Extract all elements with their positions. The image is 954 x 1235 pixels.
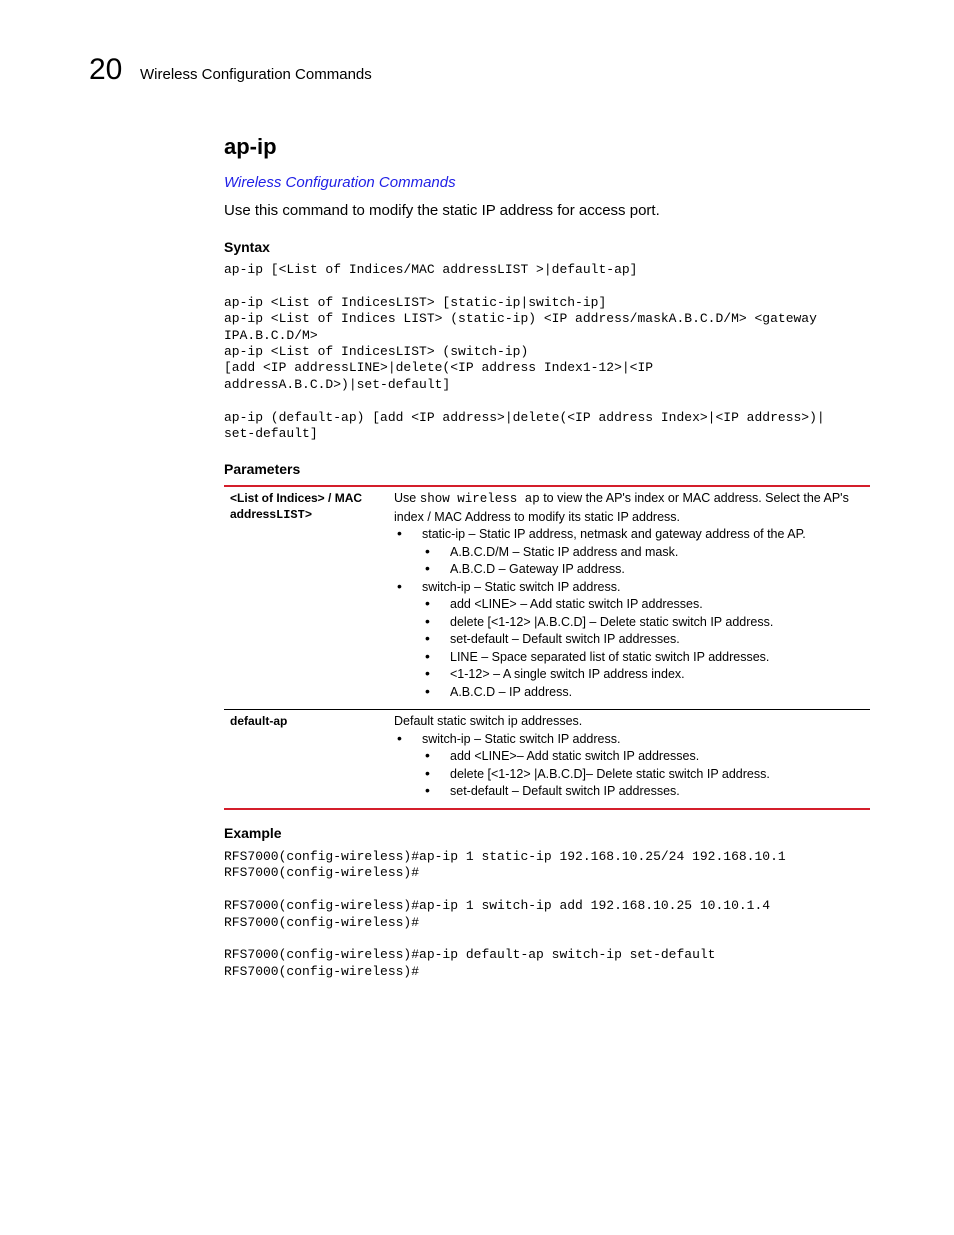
list-item: • set-default – Default switch IP addresses. [394, 631, 870, 649]
parameters-heading: Parameters [224, 461, 301, 477]
list-item: • switch-ip – Static switch IP address. [394, 731, 870, 749]
syntax-code: ap-ip [<List of Indices/MAC addressLIST >|default-ap] ap-ip <List of IndicesLIST> [static-ip|switch-ip] ap-ip <List of Indices LIST> (static-ip) <IP address/maskA.B.C.D/M> <gateway IPA.B.C.D/M> ap-ip <List of IndicesLIST> (switch-ip) [add <IP addressLINE>|delete(<IP address Index1-12>|<IP addressA.B.C.D>)|set-default] ap-ip (default-ap) [add <IP address>|delete(<IP address Index>|<IP address>)| set-default] [224, 262, 825, 442]
list-item: • A.B.C.D – Gateway IP address. [394, 561, 870, 579]
param-name: default-ap [224, 710, 394, 809]
list-item: • delete [<1-12> |A.B.C.D] – Delete static switch IP address. [394, 614, 870, 632]
chapter-number: 20 [89, 53, 123, 86]
bullet-list [394, 731, 870, 801]
table-row [224, 486, 870, 710]
chapter-link[interactable]: Wireless Configuration Commands [224, 174, 456, 191]
list-item: • A.B.C.D – IP address. [394, 684, 870, 702]
bullet-list [394, 526, 870, 701]
list-item: • A.B.C.D/M – Static IP address and mask. [394, 544, 870, 562]
list-item: • set-default – Default switch IP addresses. [394, 783, 870, 801]
list-item: • <1-12> – A single switch IP address index. [394, 666, 870, 684]
list-item: • delete [<1-12> |A.B.C.D]– Delete static switch IP address. [394, 766, 870, 784]
list-item: • switch-ip – Static switch IP address. [394, 579, 870, 597]
param-description-text: Default static switch ip addresses. [394, 714, 583, 728]
intro-text: Use this command to modify the static IP address for access port. [224, 202, 660, 219]
inline-command: show wireless ap [419, 492, 540, 506]
example-code: RFS7000(config-wireless)#ap-ip 1 static-ip 192.168.10.25/24 192.168.10.1 RFS7000(config-wireless)# RFS7000(config-wireless)#ap-ip 1 switch-ip add 192.168.10.25 10.10.1.4 RFS7000(config-wireless)# RFS7000(config-wireless)#ap-ip default-ap switch-ip set-default RFS7000(config-wireless)# [224, 849, 786, 979]
param-description [394, 486, 870, 710]
page-title: ap-ip [224, 134, 277, 159]
syntax-heading: Syntax [224, 239, 270, 255]
param-name: <List of Indices> / MAC addressLIST> [224, 486, 394, 710]
list-item: • LINE – Space separated list of static switch IP addresses. [394, 649, 870, 667]
list-item: • add <LINE>– Add static switch IP addresses. [394, 748, 870, 766]
table-row [224, 710, 870, 809]
example-heading: Example [224, 825, 282, 841]
list-item: • static-ip – Static IP address, netmask and gateway address of the AP. [394, 526, 870, 544]
list-item: • add <LINE> – Add static switch IP addresses. [394, 596, 870, 614]
param-description [394, 710, 870, 809]
param-description-text: Use show wireless ap to view the AP's index or MAC address. Select the AP's index / MAC Address to modify its static IP address. [394, 491, 849, 524]
parameters-table [224, 485, 870, 810]
chapter-title: Wireless Configuration Commands [140, 66, 372, 83]
